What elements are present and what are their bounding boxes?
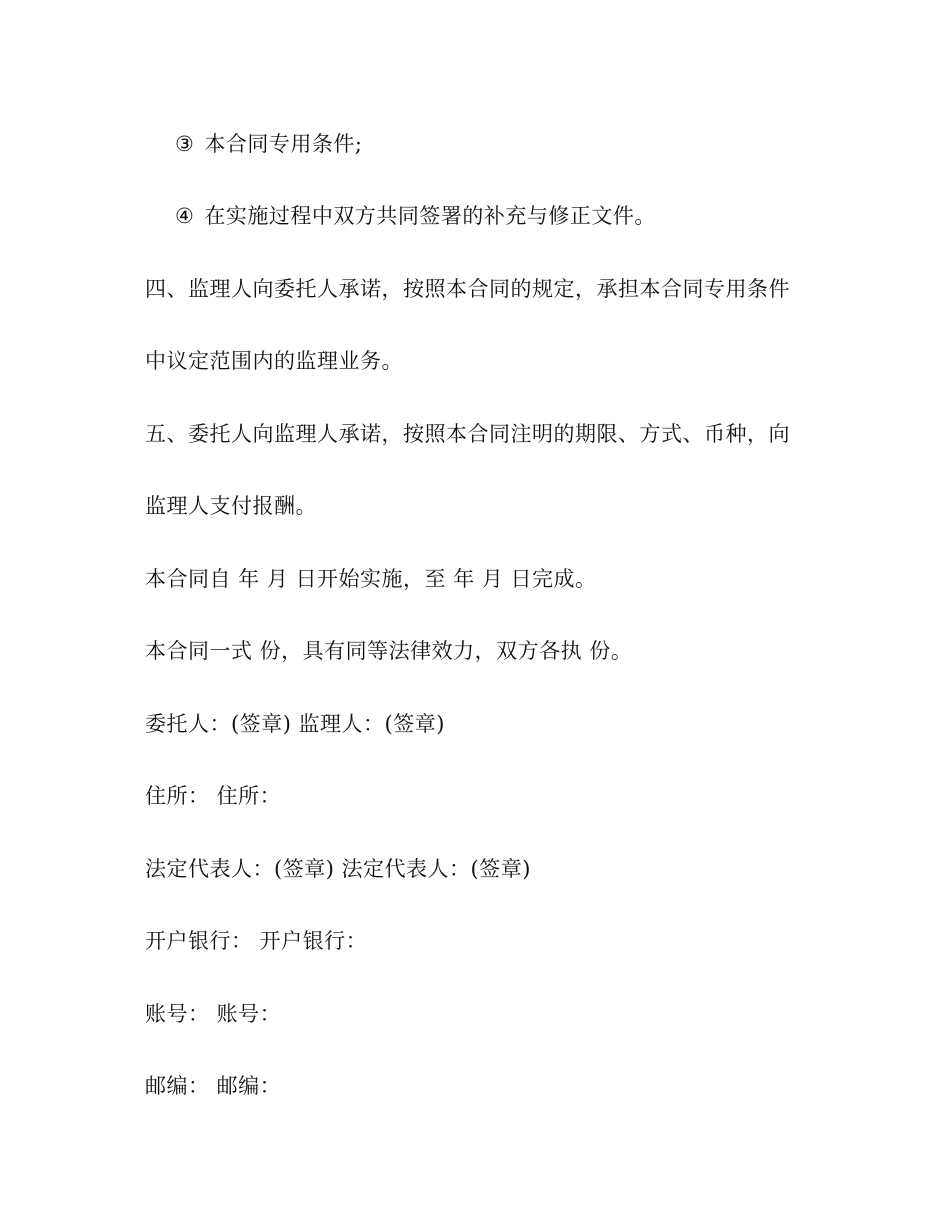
item-marker: ③: [175, 132, 195, 156]
paragraph-line: 本合同自 年 月 日开始实施，至 年 月 日完成。: [145, 567, 597, 591]
signature-line: 委托人：(签章) 监理人：(签章): [145, 712, 445, 736]
paragraph-line: 监理人支付报酬。: [145, 494, 317, 518]
bank-line: 开户银行： 开户银行：: [145, 929, 368, 953]
representative-line: 法定代表人：(签章) 法定代表人：(签章): [145, 857, 531, 881]
item-marker: ④: [175, 204, 195, 228]
paragraph-line: 中议定范围内的监理业务。: [145, 349, 403, 373]
postcode-line: 邮编： 邮编：: [145, 1074, 282, 1098]
paragraph-line: 四、监理人向委托人承诺，按照本合同的规定，承担本合同专用条件: [145, 277, 790, 301]
paragraph-line: 五、委托人向监理人承诺，按照本合同注明的期限、方式、币种，向: [145, 422, 790, 446]
item-text: 在实施过程中双方共同签署的补充与修正文件。: [204, 204, 656, 228]
list-item-4: [175, 202, 875, 230]
address-line: 住所： 住所：: [145, 784, 282, 808]
list-item-3: [175, 130, 875, 158]
item-text: 本合同专用条件;: [204, 132, 363, 156]
paragraph-line: 本合同一式 份，具有同等法律效力，双方各执 份。: [145, 639, 633, 663]
account-line: 账号： 账号：: [145, 1002, 282, 1026]
